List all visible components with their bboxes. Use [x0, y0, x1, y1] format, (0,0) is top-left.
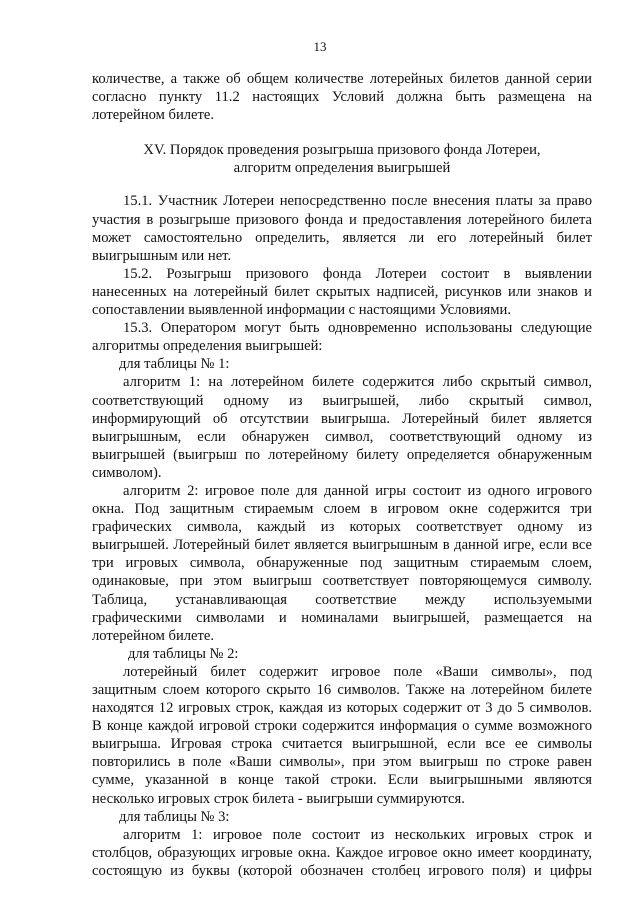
- text-line: алгоритмы определения выигрышей:: [92, 338, 323, 355]
- text-line: состоящую из буквы (которой обозначен столбец игрового поля) и цифры: [92, 862, 592, 879]
- paragraph-first-line: алгоритм 1: на лотерейном билете содержится либо скрытый символ,: [123, 374, 592, 391]
- section-heading-line: алгоритм определения выигрышей: [233, 160, 451, 177]
- text-line: лотерейном билете.: [92, 627, 215, 644]
- text-line: выигрышным или нет.: [92, 247, 232, 264]
- page-number: 13: [313, 39, 327, 54]
- text-line: участия в розыгрыше призового фонда и предоставления лотерейного билета: [92, 211, 592, 228]
- text-line: находятся 12 игровых строк, каждая из которых содержит от 3 до 5 символов.: [92, 700, 592, 717]
- text-line: В конце каждой игровой строки содержится информация о сумме возможного: [92, 718, 592, 735]
- paragraph-first-line: 15.2. Розыгрыш призового фонда Лотереи состоит в выявлении: [123, 265, 592, 282]
- paragraph-first-line: 15.3. Оператором могут быть одновременно использованы следующие: [123, 320, 592, 337]
- text-line: три игровых символа, обнаруженные под защитным стираемым слоем,: [92, 555, 592, 572]
- text-line: выигрышей (выигрыш по лотерейному билету определяется обнаруженным: [92, 446, 592, 463]
- section-heading-line: XV. Порядок проведения розыгрыша призового фонда Лотереи,: [143, 142, 541, 159]
- text-line: сопоставлении выявленной информации с настоящими Условиями.: [92, 302, 511, 319]
- text-line: Таблица, устанавливающая соответствие между используемыми: [92, 591, 592, 608]
- table-label: для таблицы № 2:: [128, 645, 239, 662]
- text-line: графическими символами и номиналами выигрышей, размещается на: [92, 609, 592, 626]
- text-line: защитным слоем которого скрыто 16 символов. Также на лотерейном билете: [92, 682, 592, 698]
- text-line: графических символа, каждый из которых соответствует одному из: [92, 519, 592, 536]
- text-line: выигрышей. Лотерейный билет является выигрышным в данной игре, если все: [92, 537, 592, 554]
- text-line: выигрыша. Игровая строка считается выигрышной, если все ее символы: [92, 736, 592, 753]
- paragraph-first-line: алгоритм 1: игровое поле состоит из нескольких игровых строк и: [123, 826, 592, 843]
- paragraph-first-line: лотерейный билет содержит игровое поле «Ваши символы», под: [123, 663, 592, 680]
- text-line: выигрышным, если обнаружен символ, соответствующий одному из: [92, 428, 592, 445]
- text-line: соответствующий одному из выигрышей, либо скрытый символ,: [92, 392, 592, 409]
- text-line: повторились в поле «Ваши символы», при этом выигрыш по строке равен: [92, 754, 592, 771]
- table-label: для таблицы № 3:: [119, 808, 230, 825]
- text-line: столбцов, образующих игровые окна. Каждое игровое окно имеет координату,: [92, 844, 592, 861]
- table-label: для таблицы № 1:: [119, 356, 230, 373]
- text-line: одинаковые, при этом выигрыш соответствует повторяющемуся символу.: [92, 573, 592, 590]
- text-line: информирующий об отсутствии выигрыша. Лотерейный билет является: [92, 410, 592, 427]
- text-line: окна. Под защитным стираемым слоем в игровом окне содержится три: [92, 501, 592, 518]
- text-line: лотерейном билете.: [92, 107, 215, 124]
- paragraph-first-line: 15.1. Участник Лотереи непосредственно после внесения платы за право: [123, 193, 592, 210]
- text-line: сумме, указанной в конце такой строки. Если выигрышными являются: [92, 772, 592, 789]
- text-line: несколько игровых строк билета - выигрыши суммируются.: [92, 790, 465, 807]
- document-body: [92, 70, 592, 880]
- text-line: символом).: [92, 464, 162, 481]
- paragraph-first-line: алгоритм 2: игровое поле для данной игры состоит из одного игрового: [123, 482, 592, 499]
- text-line: количестве, а также об общем количестве лотерейных билетов данной серии: [92, 71, 592, 87]
- text-line: нанесенных на лотерейный билет скрытых надписей, рисунков или знаков и: [92, 283, 592, 300]
- text-line: согласно пункту 11.2 настоящих Условий должна быть размещена на: [92, 89, 592, 106]
- text-line: может самостоятельно определить, является ли его лотерейный билет: [92, 229, 592, 246]
